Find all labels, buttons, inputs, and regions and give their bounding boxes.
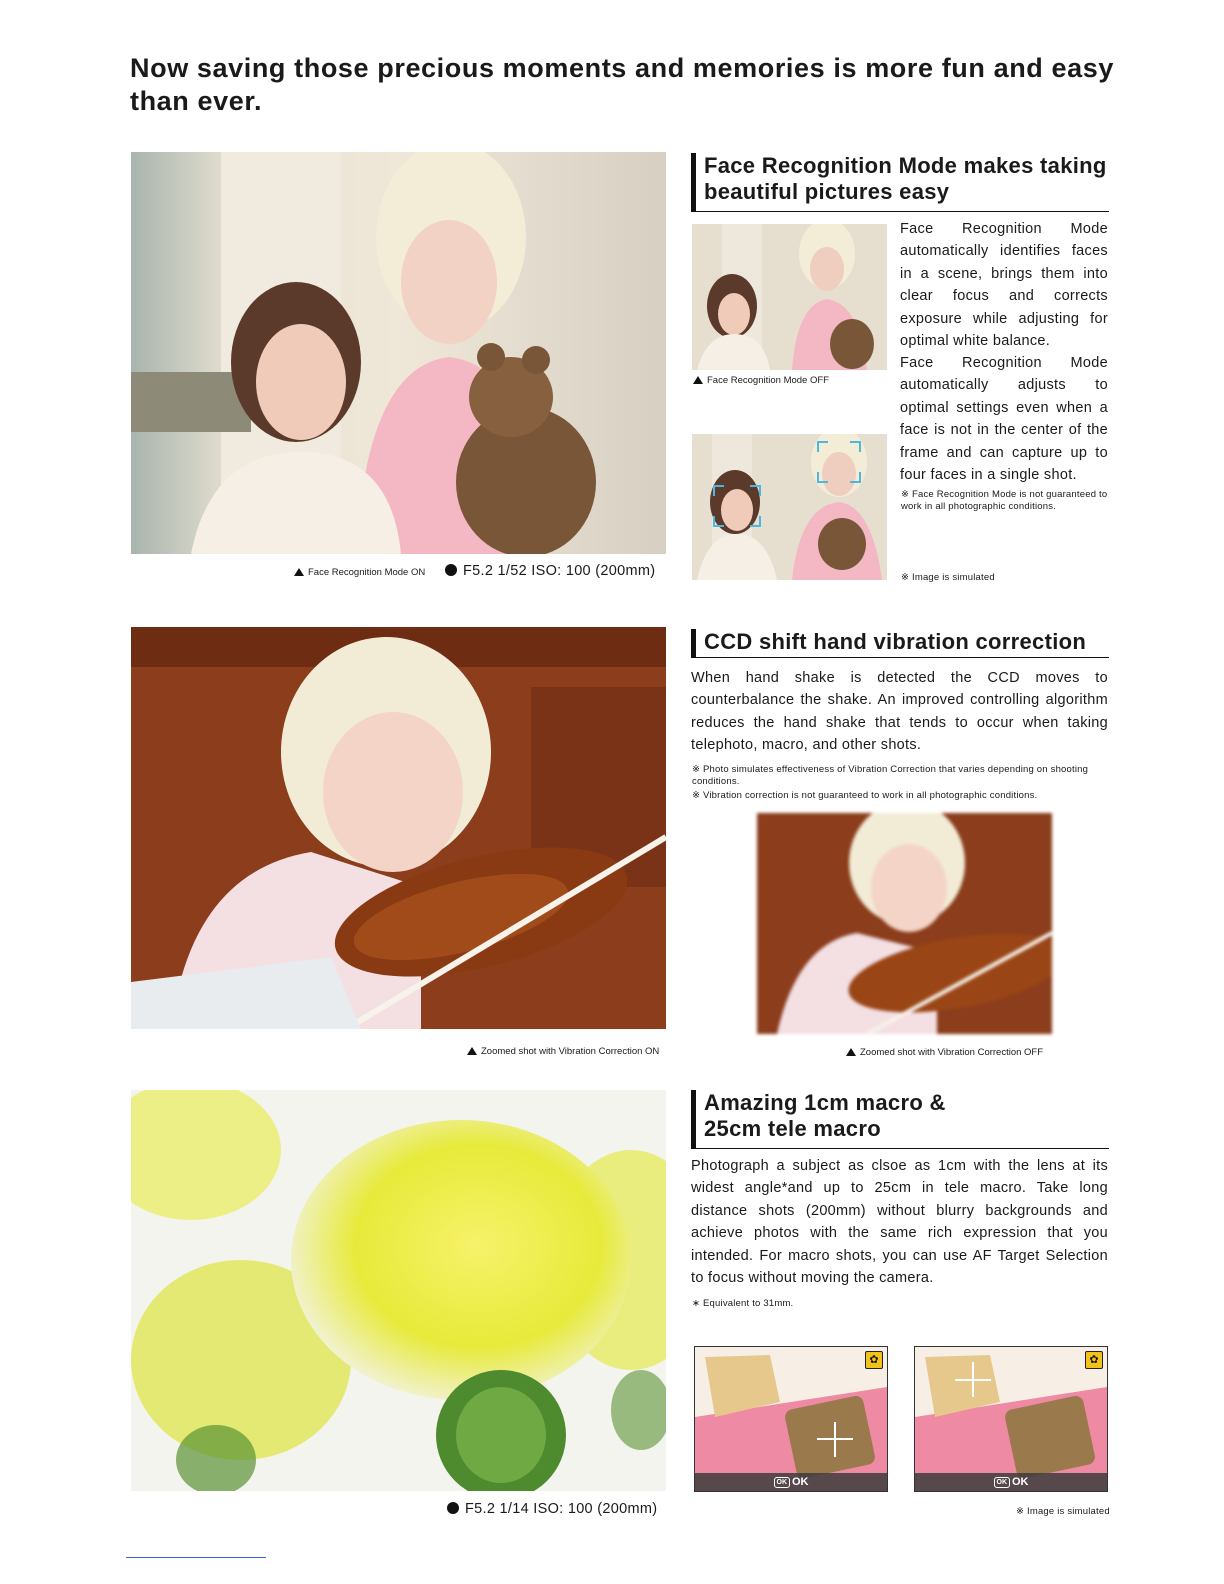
camera-screen-af-center bbox=[694, 1346, 888, 1492]
spec-text: F5.2 1/14 ISO: 100 (200mm) bbox=[465, 1501, 658, 1517]
section-title-face-recognition bbox=[691, 153, 1109, 212]
dot-marker-icon bbox=[445, 564, 457, 576]
caption-face-recognition-off bbox=[693, 375, 829, 387]
ccd-shift-note-2: ※ Vibration correction is not guaranteed to work in all photographic conditions. bbox=[692, 790, 1038, 801]
section-title-ccd-shift bbox=[691, 629, 1109, 658]
section-title-macro bbox=[691, 1090, 1109, 1149]
face-recognition-description-1: Face Recognition Mode automatically identifies faces in a scene, brings them into clear focus and corrects exposure while adjusting for optimal white balance. bbox=[900, 221, 1108, 350]
dot-marker-icon bbox=[447, 1502, 459, 1514]
triangle-marker-icon bbox=[294, 568, 304, 576]
caption-vibration-off bbox=[846, 1047, 1043, 1059]
ok-bar bbox=[695, 1473, 887, 1491]
caption-text: Zoomed shot with Vibration Correction ON bbox=[481, 1046, 660, 1057]
face-recognition-description-2: Face Recognition Mode automatically adjusts to optimal settings even when a face is not in the center of the frame and can capture up to four faces in a single shot. bbox=[900, 355, 1108, 484]
photo-violin-vibration-on bbox=[131, 627, 666, 1029]
ok-label: OK bbox=[1012, 1476, 1029, 1488]
macro-equivalent-note: ∗ Equivalent to 31mm. bbox=[692, 1298, 794, 1309]
spec-line-2 bbox=[447, 1501, 657, 1517]
spec-line-1 bbox=[445, 563, 655, 579]
image-simulated-note-1: ※ Image is simulated bbox=[901, 572, 995, 583]
caption-text: Zoomed shot with Vibration Correction OFF bbox=[860, 1047, 1044, 1058]
photo-violin-vibration-off bbox=[757, 813, 1052, 1034]
caption-vibration-on bbox=[467, 1046, 659, 1058]
triangle-marker-icon bbox=[846, 1048, 856, 1056]
section-title-text: Face Recognition Mode makes taking beautiful pictures easy bbox=[704, 153, 1107, 204]
caption-text: Face Recognition Mode OFF bbox=[707, 375, 829, 386]
camera-screen-af-left bbox=[914, 1346, 1108, 1492]
section-title-text: CCD shift hand vibration correction bbox=[704, 629, 1087, 654]
ok-key-icon: OK bbox=[774, 1477, 791, 1488]
ok-label: OK bbox=[792, 1476, 809, 1488]
spec-text: F5.2 1/52 ISO: 100 (200mm) bbox=[463, 563, 656, 579]
photo-girls-teddy-face-on bbox=[131, 152, 666, 554]
ccd-shift-note-1: ※ Photo simulates effectiveness of Vibration Correction that varies depending on shooting conditions. bbox=[692, 764, 1089, 787]
caption-face-recognition-on bbox=[294, 567, 425, 579]
photo-face-recognition-off bbox=[692, 224, 887, 370]
photo-face-recognition-on-brackets bbox=[692, 434, 887, 580]
photo-yellow-flower-macro bbox=[131, 1090, 666, 1491]
ccd-shift-description: When hand shake is detected the CCD moves to counterbalance the shake. An improved controlling algorithm reduces the hand shake that tends to occur when taking telephoto, macro, and other shots. bbox=[691, 670, 1108, 754]
face-recognition-note: ※ Face Recognition Mode is not guaranteed to work in all photographic conditions. bbox=[901, 489, 1108, 512]
section-title-line-1: Amazing 1cm macro & bbox=[704, 1090, 946, 1115]
triangle-marker-icon bbox=[467, 1047, 477, 1055]
ok-bar bbox=[915, 1473, 1107, 1491]
triangle-marker-icon bbox=[693, 376, 703, 384]
ok-key-icon: OK bbox=[994, 1477, 1011, 1488]
caption-text: Face Recognition Mode ON bbox=[308, 567, 426, 578]
macro-mode-icon: ✿ bbox=[1085, 1351, 1103, 1369]
section-title-line-2: 25cm tele macro bbox=[704, 1116, 881, 1141]
macro-description: Photograph a subject as clsoe as 1cm with the lens at its widest angle*and up to 25cm in tele macro. Take long distance shots (200mm) without blurry backgrounds and achieve photos with the same rich expression that you intended. For macro shots, you can use AF Target Selection to focus without moving the camera. bbox=[691, 1158, 1108, 1287]
footer-rule bbox=[126, 1557, 266, 1558]
page-headline: Now saving those precious moments and memories is more fun and easy than ever. bbox=[130, 53, 1114, 116]
macro-mode-icon: ✿ bbox=[865, 1351, 883, 1369]
image-simulated-note-2: ※ Image is simulated bbox=[1016, 1506, 1110, 1517]
